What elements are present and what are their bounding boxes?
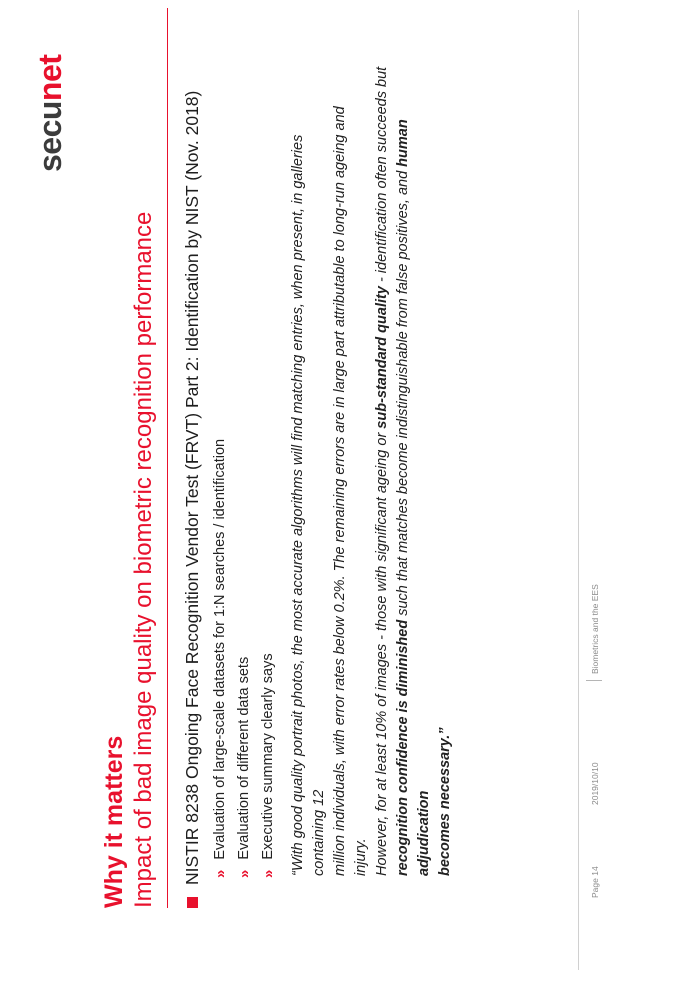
footer-separator <box>586 680 602 681</box>
list-item <box>208 28 232 878</box>
square-bullet-icon <box>187 897 198 908</box>
list-item-text: Evaluation of different data sets <box>236 656 252 860</box>
quote-text: such that matches become indistinguishable from false positives, and <box>395 166 411 620</box>
list-item-text: Evaluation of large-scale datasets for 1:N searches / identification <box>212 438 228 860</box>
footer-divider <box>578 10 579 970</box>
quote-line: million individuals, with error rates below 0.2%. The remaining errors are in large part attributable to long-run ageing and injury. <box>332 106 369 876</box>
footer-page-number: Page 14 <box>590 866 600 898</box>
main-bullet-text: NISTIR 8238 Ongoing Face Recognition Vendor Test (FRVT) Part 2: Identification by NIST (Nov. 2018) <box>182 90 202 885</box>
quote-line <box>372 66 393 876</box>
quote-line <box>393 66 435 876</box>
slide-content <box>182 28 456 908</box>
list-item <box>256 28 280 878</box>
slide-title: Why it matters <box>100 735 128 908</box>
quote-emphasis: becomes necessary.” <box>437 727 453 876</box>
double-chevron-icon: » <box>235 871 253 878</box>
sub-list <box>208 28 280 878</box>
logo-part-secu: secu <box>32 101 68 172</box>
quote-line: “With good quality portrait photos, the most accurate algorithms will find matching entries, when present, in galleries containing 12 <box>290 134 327 876</box>
main-bullet <box>182 28 203 908</box>
quote-emphasis: sub-standard quality <box>374 286 390 429</box>
footer-document-title: Biometrics and the EES <box>590 584 600 674</box>
logo-part-net: net <box>32 54 68 102</box>
quote-text: - identification often succeeds but <box>374 66 390 287</box>
quote-text: However, for at least 10% of images - those with significant ageing or <box>374 428 390 876</box>
slide-subtitle: Impact of bad image quality on biometric recognition performance <box>130 211 157 908</box>
list-item <box>232 28 256 878</box>
double-chevron-icon: » <box>259 871 277 878</box>
double-chevron-icon: » <box>211 871 229 878</box>
footer-date: 2019/10/10 <box>590 762 600 805</box>
executive-summary-quote <box>288 66 456 876</box>
list-item-text: Executive summary clearly says <box>260 653 276 860</box>
quote-line <box>435 66 456 876</box>
quote-emphasis: human adjudication <box>395 119 432 876</box>
title-divider <box>167 8 168 908</box>
quote-emphasis: recognition confidence is diminished <box>395 619 411 876</box>
secunet-logo <box>32 55 69 172</box>
